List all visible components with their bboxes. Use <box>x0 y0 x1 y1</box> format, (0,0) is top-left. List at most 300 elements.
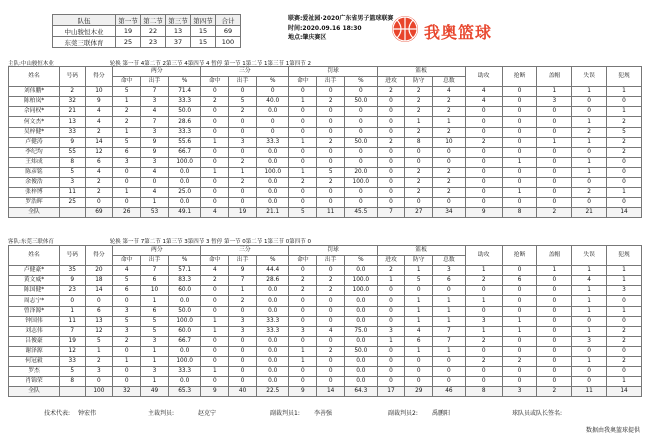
total-ft-att-cell: 11 <box>317 208 345 218</box>
total-ft-made-cell: 9 <box>289 387 317 397</box>
to-cell: 0 <box>572 97 607 107</box>
three-att-cell: 0 <box>229 117 257 127</box>
away-player-row <box>9 357 642 367</box>
two-att-cell: 5 <box>141 316 169 326</box>
three-made-cell: 0 <box>201 336 229 346</box>
total-two-att-cell: 53 <box>141 208 169 218</box>
reb-total-cell: 1 <box>433 346 465 356</box>
stl-cell: 0 <box>502 198 537 208</box>
total-two-made-cell: 26 <box>113 208 141 218</box>
score-cell: 25 <box>116 37 141 48</box>
header-made: 命中 <box>201 77 229 87</box>
header-ft: 罚球 <box>289 246 377 256</box>
reb-def-cell: 0 <box>405 147 433 157</box>
total-reb-def-cell: 27 <box>405 208 433 218</box>
points-cell: 2 <box>85 188 113 198</box>
ft-made-cell: 0 <box>289 147 317 157</box>
reb-total-cell: 2 <box>433 188 465 198</box>
to-cell: 0 <box>572 367 607 377</box>
away-team-label: 客队:东莞三联体育 <box>8 239 54 245</box>
number-cell: 32 <box>60 97 86 107</box>
three-made-cell: 0 <box>201 198 229 208</box>
home-player-row <box>9 147 642 157</box>
two-att-cell: 1 <box>141 198 169 208</box>
points-cell: 12 <box>85 326 113 336</box>
header-att: 出手 <box>229 256 257 266</box>
two-made-cell: 1 <box>113 127 141 137</box>
three-att-cell: 3 <box>229 316 257 326</box>
pf-cell: 0 <box>607 157 642 167</box>
name-cell: 罗杰 <box>9 367 60 377</box>
reb-off-cell: 0 <box>377 147 405 157</box>
three-pct-cell: 0.0 <box>257 157 289 167</box>
header-made: 命中 <box>113 77 141 87</box>
ft-made-cell: 0 <box>289 266 317 276</box>
reb-def-cell: 8 <box>405 137 433 147</box>
two-made-cell: 2 <box>113 117 141 127</box>
reb-def-cell: 0 <box>405 286 433 296</box>
home-player-row <box>9 97 642 107</box>
three-made-cell: 0 <box>201 296 229 306</box>
two-pct-cell: 100.0 <box>168 316 200 326</box>
blk-cell: 0 <box>537 286 572 296</box>
three-made-cell: 0 <box>201 127 229 137</box>
away-player-row <box>9 377 642 387</box>
stl-cell: 2 <box>502 357 537 367</box>
three-att-cell: 0 <box>229 346 257 356</box>
ft-made-cell: 0 <box>289 127 317 137</box>
to-cell: 1 <box>572 117 607 127</box>
blk-cell: 0 <box>537 316 572 326</box>
reb-total-cell: 0 <box>433 357 465 367</box>
header-reb: 篮板 <box>377 246 465 256</box>
reb-def-cell: 2 <box>405 107 433 117</box>
ft-made-cell: 1 <box>289 97 317 107</box>
header-points: 得分 <box>85 67 113 87</box>
blk-cell: 0 <box>537 167 572 177</box>
three-att-cell: 0 <box>229 306 257 316</box>
reb-def-cell: 2 <box>405 87 433 97</box>
three-att-cell: 9 <box>229 266 257 276</box>
header-pct: % <box>168 256 200 266</box>
score-cell: 23 <box>141 37 166 48</box>
home-player-row <box>9 167 642 177</box>
two-pct-cell: 50.0 <box>168 107 200 117</box>
points-cell: 12 <box>85 147 113 157</box>
stl-cell: 0 <box>502 127 537 137</box>
points-cell: 2 <box>85 357 113 367</box>
ast-cell: 0 <box>465 286 502 296</box>
captain-sign-label: 球队员或队长签名: <box>512 410 563 417</box>
header-three: 三分 <box>201 67 289 77</box>
blk-cell: 0 <box>537 107 572 117</box>
reb-total-cell: 1 <box>433 306 465 316</box>
header-att: 出手 <box>141 77 169 87</box>
two-att-cell: 1 <box>141 296 169 306</box>
three-made-cell: 0 <box>201 107 229 117</box>
three-made-cell: 1 <box>201 316 229 326</box>
ft-att-cell: 0 <box>317 188 345 198</box>
header-att: 出手 <box>141 256 169 266</box>
number-cell: 21 <box>60 107 86 117</box>
two-pct-cell: 60.0 <box>168 286 200 296</box>
blk-cell: 0 <box>537 336 572 346</box>
points-cell: 9 <box>85 97 113 107</box>
blk-cell: 1 <box>537 87 572 97</box>
ast-cell: 1 <box>465 296 502 306</box>
to-cell: 1 <box>572 286 607 296</box>
ft-made-cell: 0 <box>289 117 317 127</box>
three-pct-cell: 33.3 <box>257 137 289 147</box>
ft-att-cell: 0 <box>317 266 345 276</box>
reb-off-cell: 0 <box>377 97 405 107</box>
three-made-cell: 2 <box>201 97 229 107</box>
points-cell: 2 <box>85 178 113 188</box>
to-cell: 2 <box>572 188 607 198</box>
ft-att-cell: 0 <box>317 357 345 367</box>
blk-cell: 1 <box>537 266 572 276</box>
reb-def-cell: 0 <box>405 357 433 367</box>
ft-att-cell: 0 <box>317 157 345 167</box>
total-pf-cell: 14 <box>607 387 642 397</box>
header-stl: 抢断 <box>502 67 537 87</box>
total-reb-total-cell: 46 <box>433 387 465 397</box>
number-cell: 13 <box>60 117 86 127</box>
to-cell: 1 <box>572 137 607 147</box>
location-text: 地点:肇庆赛区 <box>288 34 327 41</box>
ft-pct-cell: 0.0 <box>345 306 377 316</box>
two-att-cell: 3 <box>141 336 169 346</box>
two-made-cell: 0 <box>113 167 141 177</box>
reb-total-cell: 0 <box>433 157 465 167</box>
header-pct: % <box>345 77 377 87</box>
points-cell: 14 <box>85 137 113 147</box>
two-att-cell: 3 <box>141 97 169 107</box>
two-pct-cell: 60.0 <box>168 326 200 336</box>
stl-cell: 0 <box>502 266 537 276</box>
number-cell: 11 <box>60 188 86 198</box>
reb-total-cell: 1 <box>433 117 465 127</box>
three-att-cell: 2 <box>229 107 257 117</box>
two-att-cell: 6 <box>141 276 169 286</box>
stl-cell: 0 <box>502 147 537 157</box>
reb-def-cell: 0 <box>405 198 433 208</box>
total-three-pct-cell: 22.5 <box>257 387 289 397</box>
reb-total-cell: 2 <box>433 97 465 107</box>
number-cell: 1 <box>60 306 86 316</box>
number-cell: 8 <box>60 377 86 387</box>
three-pct-cell: 0.0 <box>257 178 289 188</box>
reb-off-cell: 0 <box>377 377 405 387</box>
to-cell: 0 <box>572 107 607 117</box>
two-pct-cell: 100.0 <box>168 157 200 167</box>
reb-off-cell: 1 <box>377 336 405 346</box>
league-text: 联赛:爱祉园·2020广东省男子篮球联赛 <box>288 15 394 22</box>
ft-pct-cell: 100.0 <box>345 276 377 286</box>
total-ft-pct-cell: 64.3 <box>345 387 377 397</box>
name-cell: 黄文威* <box>9 276 60 286</box>
three-att-cell: 0 <box>229 87 257 97</box>
three-pct-cell: 0.0 <box>257 357 289 367</box>
three-att-cell: 3 <box>229 137 257 147</box>
score-header-q1: 第一节 <box>116 15 141 26</box>
total-ft-att-cell: 14 <box>317 387 345 397</box>
reb-total-cell: 0 <box>433 198 465 208</box>
two-att-cell: 4 <box>141 167 169 177</box>
total-reb-off-cell: 17 <box>377 387 405 397</box>
header-def: 防守 <box>405 256 433 266</box>
reb-off-cell: 0 <box>377 198 405 208</box>
total-reb-def-cell: 29 <box>405 387 433 397</box>
ast-cell: 1 <box>465 326 502 336</box>
blk-cell: 1 <box>537 137 572 147</box>
home-lineups: 轮换 第一节 4第二节 2第三节 4第四节 4 暂停 第一节 1第二节 1第三节 1第四节 2 <box>109 61 311 67</box>
two-pct-cell: 83.3 <box>168 276 200 286</box>
pf-cell: 5 <box>607 127 642 137</box>
ft-made-cell: 0 <box>289 107 317 117</box>
two-made-cell: 1 <box>113 357 141 367</box>
three-made-cell: 4 <box>201 266 229 276</box>
reb-def-cell: 0 <box>405 157 433 167</box>
reb-off-cell: 0 <box>377 157 405 167</box>
number-cell: 0 <box>60 296 86 306</box>
reb-def-cell: 1 <box>405 346 433 356</box>
blk-cell: 0 <box>537 117 572 127</box>
two-att-cell: 3 <box>141 367 169 377</box>
number-cell: 5 <box>60 367 86 377</box>
header-def: 防守 <box>405 77 433 87</box>
three-att-cell: 2 <box>229 178 257 188</box>
three-made-cell: 0 <box>201 377 229 387</box>
three-made-cell: 1 <box>201 367 229 377</box>
reb-off-cell: 0 <box>377 357 405 367</box>
two-made-cell: 3 <box>113 326 141 336</box>
ft-made-cell: 3 <box>289 326 317 336</box>
to-cell: 1 <box>572 87 607 97</box>
away-player-row <box>9 306 642 316</box>
three-att-cell: 0 <box>229 198 257 208</box>
two-att-cell: 7 <box>141 266 169 276</box>
ft-att-cell: 0 <box>317 87 345 97</box>
reb-off-cell: 2 <box>377 266 405 276</box>
ast-cell: 0 <box>465 127 502 137</box>
number-cell: 9 <box>60 276 86 286</box>
ft-pct-cell: 20.0 <box>345 167 377 177</box>
two-made-cell: 0 <box>113 377 141 387</box>
reb-off-cell: 2 <box>377 137 405 147</box>
two-att-cell: 0 <box>141 178 169 188</box>
stl-cell: 0 <box>502 178 537 188</box>
score-header-q2: 第二节 <box>141 15 166 26</box>
header-stl: 抢断 <box>502 246 537 266</box>
ast-cell: 0 <box>465 188 502 198</box>
two-made-cell: 5 <box>113 316 141 326</box>
name-cell: 谢泽源 <box>9 346 60 356</box>
blk-cell: 0 <box>537 127 572 137</box>
stl-cell: 0 <box>502 336 537 346</box>
to-cell: 4 <box>572 276 607 286</box>
score-cell: 100 <box>216 37 241 48</box>
ft-att-cell: 2 <box>317 276 345 286</box>
points-cell: 5 <box>85 336 113 346</box>
blk-cell: 0 <box>537 157 572 167</box>
number-cell: 19 <box>60 336 86 346</box>
stl-cell: 0 <box>502 107 537 117</box>
header-total: 总数 <box>433 256 465 266</box>
ft-made-cell: 0 <box>289 306 317 316</box>
reb-off-cell: 0 <box>377 306 405 316</box>
reb-off-cell: 0 <box>377 346 405 356</box>
chief-ref-label: 主裁判员: <box>148 410 175 417</box>
three-pct-cell: 0 <box>257 117 289 127</box>
pf-cell: 3 <box>607 286 642 296</box>
score-header-q3: 第三节 <box>166 15 191 26</box>
total-number-cell <box>60 387 86 397</box>
header-to: 失误 <box>572 246 607 266</box>
three-made-cell: 0 <box>201 178 229 188</box>
reb-def-cell: 2 <box>405 188 433 198</box>
header-to: 失误 <box>572 67 607 87</box>
ast-cell: 1 <box>465 266 502 276</box>
blk-cell: 0 <box>537 346 572 356</box>
ft-made-cell: 0 <box>289 316 317 326</box>
two-pct-cell: 71.4 <box>168 87 200 97</box>
ft-made-cell: 2 <box>289 286 317 296</box>
three-pct-cell: 40.0 <box>257 97 289 107</box>
number-cell: 3 <box>60 178 86 188</box>
total-two-pct-cell: 65.3 <box>168 387 200 397</box>
score-cell: 15 <box>191 37 216 48</box>
three-made-cell: 2 <box>201 276 229 286</box>
blk-cell: 0 <box>537 276 572 286</box>
reb-off-cell: 0 <box>377 296 405 306</box>
ast-cell: 2 <box>465 357 502 367</box>
ast-cell: 0 <box>465 377 502 387</box>
data-source-note: 数据由我奥篮球提供 <box>585 427 640 434</box>
ast-cell: 0 <box>465 107 502 117</box>
pf-cell: 0 <box>607 198 642 208</box>
reb-total-cell: 7 <box>433 336 465 346</box>
home-team-label: 主队:中山骏恒木业 <box>8 61 54 67</box>
three-att-cell: 0 <box>229 377 257 387</box>
reb-def-cell: 0 <box>405 377 433 387</box>
number-cell: 5 <box>60 167 86 177</box>
header-att: 出手 <box>317 256 345 266</box>
total-number-cell <box>60 208 86 218</box>
ft-att-cell: 0 <box>317 316 345 326</box>
two-att-cell: 3 <box>141 157 169 167</box>
ft-pct-cell: 50.0 <box>345 97 377 107</box>
points-cell: 18 <box>85 276 113 286</box>
reb-def-cell: 0 <box>405 367 433 377</box>
three-pct-cell: 28.6 <box>257 276 289 286</box>
header-blk: 盖帽 <box>537 246 572 266</box>
two-made-cell: 6 <box>113 286 141 296</box>
three-pct-cell: 0 <box>257 127 289 137</box>
ft-pct-cell: 0.0 <box>345 377 377 387</box>
name-cell: 陈彦铭 <box>9 167 60 177</box>
ft-made-cell: 0 <box>289 367 317 377</box>
pf-cell: 2 <box>607 326 642 336</box>
score-cell: 15 <box>191 26 216 37</box>
ast-cell: 2 <box>465 137 502 147</box>
reb-def-cell: 5 <box>405 276 433 286</box>
three-made-cell: 0 <box>201 286 229 296</box>
ft-made-cell: 0 <box>289 188 317 198</box>
two-pct-cell: 100.0 <box>168 357 200 367</box>
name-cell: 佘同权* <box>9 107 60 117</box>
reb-def-cell: 2 <box>405 97 433 107</box>
reb-def-cell: 4 <box>405 326 433 336</box>
total-pf-cell: 14 <box>607 208 642 218</box>
total-to-cell: 11 <box>572 387 607 397</box>
ft-att-cell: 2 <box>317 178 345 188</box>
two-pct-cell: 0.0 <box>168 346 200 356</box>
header-made: 命中 <box>113 256 141 266</box>
home-player-row <box>9 127 642 137</box>
ft-pct-cell: 0 <box>345 147 377 157</box>
reb-total-cell: 1 <box>433 316 465 326</box>
name-cell: 吕俊豪 <box>9 336 60 346</box>
header-reb: 篮板 <box>377 67 465 77</box>
reb-def-cell: 1 <box>405 266 433 276</box>
header-ast: 助攻 <box>465 67 502 87</box>
home-total-row <box>9 208 642 218</box>
header-ast: 助攻 <box>465 246 502 266</box>
two-made-cell: 5 <box>113 137 141 147</box>
reb-def-cell: 1 <box>405 117 433 127</box>
ft-att-cell: 0 <box>317 367 345 377</box>
two-pct-cell: 66.7 <box>168 147 200 157</box>
reb-def-cell: 2 <box>405 167 433 177</box>
ft-att-cell: 2 <box>317 97 345 107</box>
three-att-cell: 2 <box>229 157 257 167</box>
to-cell: 0 <box>572 377 607 387</box>
number-cell: 23 <box>60 286 86 296</box>
score-cell: 22 <box>141 26 166 37</box>
ft-made-cell: 0 <box>289 198 317 208</box>
away-player-row <box>9 276 642 286</box>
two-made-cell: 0 <box>113 346 141 356</box>
home-player-row <box>9 178 642 188</box>
two-pct-cell: 33.3 <box>168 97 200 107</box>
to-cell: 1 <box>572 296 607 306</box>
stl-cell: 0 <box>502 137 537 147</box>
three-pct-cell: 0.0 <box>257 107 289 117</box>
total-three-pct-cell: 21.1 <box>257 208 289 218</box>
number-cell: 8 <box>60 157 86 167</box>
score-header-q4: 第四节 <box>191 15 216 26</box>
blk-cell: 0 <box>537 367 572 377</box>
blk-cell: 3 <box>537 97 572 107</box>
reb-off-cell: 0 <box>377 107 405 117</box>
ft-pct-cell: 0 <box>345 117 377 127</box>
three-att-cell: 1 <box>229 167 257 177</box>
header-three: 三分 <box>201 246 289 256</box>
ft-pct-cell: 0.0 <box>345 266 377 276</box>
blk-cell: 0 <box>537 178 572 188</box>
pf-cell: 0 <box>607 367 642 377</box>
reb-def-cell: 2 <box>405 127 433 137</box>
stl-cell: 0 <box>502 367 537 377</box>
ft-pct-cell: 50.0 <box>345 137 377 147</box>
away-player-row <box>9 336 642 346</box>
pf-cell: 0 <box>607 167 642 177</box>
three-made-cell: 0 <box>201 346 229 356</box>
name-cell: 周志宁* <box>9 296 60 306</box>
ast-cell: 2 <box>465 336 502 346</box>
score-cell: 37 <box>166 37 191 48</box>
